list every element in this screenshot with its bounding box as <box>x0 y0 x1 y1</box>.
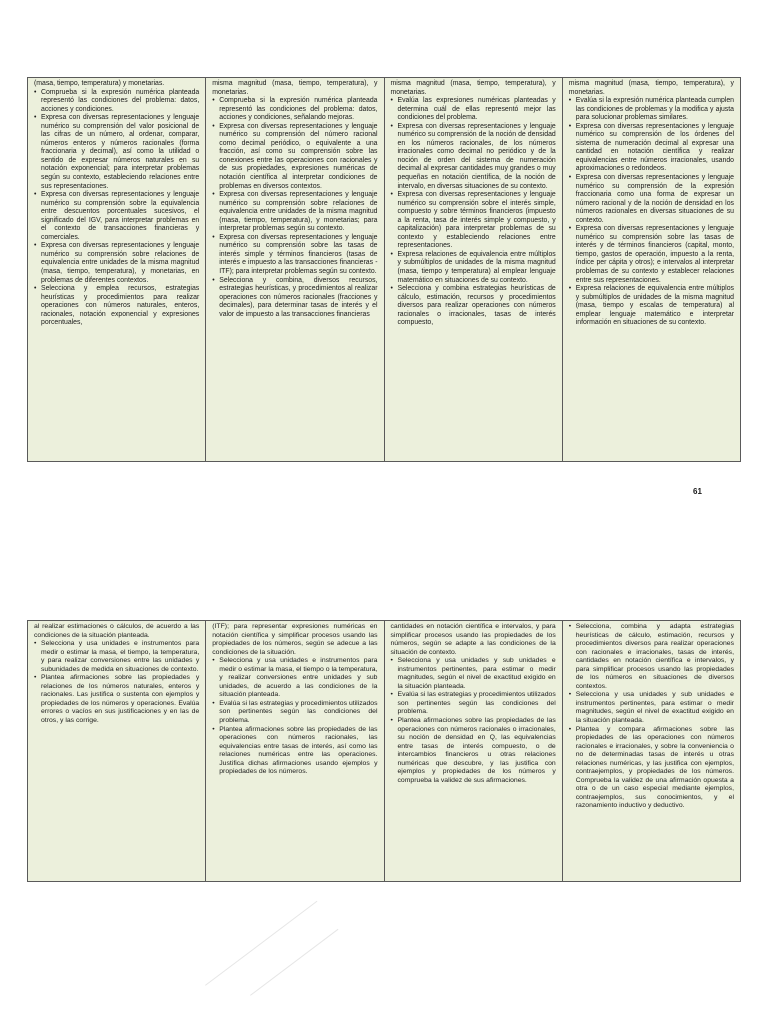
bullet-list <box>569 623 734 811</box>
competency-table-top <box>27 77 741 462</box>
table-cell <box>384 78 562 462</box>
list-item: • Expresa con diversas representaciones y lenguaje numérico su comprensión sobre las tasas de interés y de términos financieros (capital, monto, tiempo, gastos de operación, impuesto a la renta, índice per cápita y otros); e intervalos al interpretar problemas de su contexto y establecer relaciones entre sus representaciones. <box>569 225 734 285</box>
list-item: • Plantea y compara afirmaciones sobre las propiedades de las operaciones con números racionales e irracionales, y sobre la conveniencia o no de determinadas tasas de interés u otras relaciones numéricas, y las justifica con ejemplos, contraejemplos, y propiedades de los números. Comprueba la validez de una afirmación opuesta a otra o de un caso especial mediante ejemplos, contraejemplos, sus conocimientos, y el razonamiento inductivo y deductivo. <box>569 726 734 811</box>
list-item: • Expresa con diversas representaciones y lenguaje numérico su comprensión sobre relaciones de equivalencia entre unidades de la misma magnitud (masa, tiempo, temperatura), y monetarias, en problemas de diferentes contextos. <box>34 242 199 285</box>
list-item: • Selecciona y combina, diversos recursos, estrategias heurísticas, y procedimientos al realizar operaciones con números racionales (fracciones y decimales), para determinar tasas de interés y el valor de impuesto a las transacciones financieras <box>212 277 377 320</box>
list-item: • Selecciona y usa unidades y sub unidades e instrumentos pertinentes, para estimar o medir magnitudes, según el nivel de exactitud exigido en la situación planteada. <box>569 691 734 725</box>
list-item: • Selecciona y usa unidades e instrumentos para medir o estimar la masa, el tiempo o la temperatura, y realizar conversiones entre unidades y sub unidades, de acuerdo a las condiciones de la situación planteada. <box>212 657 377 700</box>
list-item: • Evalúa si las estrategias y procedimientos utilizados son pertinentes según las condiciones del problema. <box>391 691 556 717</box>
bullet-list <box>212 97 377 319</box>
list-item: • Plantea afirmaciones sobre las propiedades de las operaciones con números racionales o irracionales, su noción de densidad en Q, las equivalencias entre tasas de interés compuesto, o de intercambios financieros u otras relaciones numéricas que descubre, y las justifica con ejemplos y propiedades de los números y comprueba la validez de sus afirmaciones. <box>391 717 556 785</box>
list-item: • Expresa con diversas representaciones y lenguaje numérico su comprensión de la expresión fraccionaria como una forma de expresar un número racional y de la noción de densidad en los números racionales en diversas situaciones de su contexto. <box>569 174 734 225</box>
competency-table-bottom <box>27 620 741 882</box>
table-cell <box>206 78 384 462</box>
list-item: • Expresa con diversas representaciones y lenguaje numérico su comprensión sobre relaciones de equivalencia entre unidades de la misma magnitud (masa, tiempo, temperatura), y monetarias; para interpretar problemas según su contexto. <box>212 191 377 234</box>
list-item: • Expresa con diversas representaciones y lenguaje numérico su comprensión sobre la equivalencia entre descuentos porcentuales sucesivos, el significado del IGV, para interpretar problemas en el contexto de transacciones financieras y comerciales. <box>34 191 199 242</box>
table-cell <box>206 621 384 882</box>
table-row <box>28 621 741 882</box>
watermark-stroke <box>250 929 338 996</box>
table-cell <box>28 621 206 882</box>
list-item: • Plantea afirmaciones sobre las propiedades de las operaciones con números racionales, las equivalencias entre tasas de interés, así como las relaciones numéricas entre las operaciones. Justifica dichas afirmaciones usando ejemplos y propiedades de los números. <box>212 726 377 777</box>
list-item: • Expresa con diversas representaciones y lenguaje numérico su comprensión sobre el interés simple, compuesto y sobre términos financieros (impuesto a la renta, tasa de interés simple y compuesto, y capitalización) para interpretar problemas de su contexto y estableciendo relaciones entre representaciones. <box>391 191 556 251</box>
cell-lead-text: misma magnitud (masa, tiempo, temperatura), y monetarias. <box>568 80 734 96</box>
list-item: • Selecciona y emplea recursos, estrategias heurísticas y procedimientos para realizar operaciones con números naturales, enteros, racionales, notación exponencial y expresiones porcentuales, <box>34 285 199 328</box>
table-cell <box>562 621 740 882</box>
list-item: • Evalúa las expresiones numéricas planteadas y determina cuál de ellas representó mejor las condiciones del problema. <box>391 97 556 123</box>
bullet-list <box>391 657 556 785</box>
cell-lead-text: (ITF); para representar expresiones numéricas en notación científica y simplificar procesos usando las propiedades de los números, según se adecue a las condiciones de la situación. <box>212 623 378 656</box>
table-cell <box>384 621 562 882</box>
cell-lead-text: misma magnitud (masa, tiempo, temperatura), y monetarias. <box>390 80 556 96</box>
table-row <box>28 78 741 462</box>
list-item: • Selecciona y combina estrategias heurísticas de cálculo, estimación, recursos y procedimientos diversos para realizar operaciones con números racionales o irracionales, tasas de interés compuesto, <box>391 285 556 328</box>
list-item: • Evalúa si la expresión numérica planteada cumplen las condiciones de problemas y la modifica y ajusta para solucionar problemas similares. <box>569 97 734 123</box>
list-item: • Expresa relaciones de equivalencia entre múltiplos y submúltiplos de unidades de la misma magnitud (masa, tiempo y escalas de temperatura) al emplear lenguaje matemático e interpretar información en situaciones de su contexto. <box>569 285 734 328</box>
list-item: • Selecciona, combina y adapta estrategias heurísticas de cálculo, estimación, recursos y procedimientos diversos para realizar operaciones con racionales e irracionales, tasas de interés, cantidades en notación científica e intervalos, y para simplificar procesos usando las propiedades de los números en situaciones de diversos contextos. <box>569 623 734 691</box>
cell-lead-text: cantidades en notación científica e intervalos, y para simplificar procesos usando las propiedades de los números, según se adapte a las condiciones de la situación de contexto. <box>390 623 556 656</box>
bullet-list <box>391 97 556 328</box>
list-item: • Comprueba si la expresión numérica planteada representó las condiciones del problema: datos, acciones y condiciones. <box>34 89 199 115</box>
list-item: • Selecciona y usa unidades e instrumentos para medir o estimar la masa, el tiempo, la temperatura, y para realizar conversiones entre las unidades y subunidades de medida en situaciones de contexto. <box>34 640 199 674</box>
bullet-list <box>34 640 199 725</box>
list-item: • Comprueba si la expresión numérica planteada representó las condiciones del problema: datos, acciones y condiciones, señalando mejoras. <box>212 97 377 123</box>
page-number: 61 <box>693 487 702 496</box>
table-cell <box>28 78 206 462</box>
list-item: • Expresa con diversas representaciones y lenguaje numérico su comprensión de los órdenes del sistema de numeración decimal al expresar una cantidad en notación científica y realizar equivalencias entre números irracionales, usando aproximaciones o redondeos. <box>569 123 734 174</box>
list-item: • Evalúa si las estrategias y procedimientos utilizados son pertinentes según las condiciones del problema. <box>212 700 377 726</box>
list-item: • Plantea afirmaciones sobre las propiedades y relaciones de los números naturales, enteros y racionales. Las justifica o sustenta con ejemplos y propiedades de los números y operaciones. Evalúa errores o vacíos en sus justificaciones y en las de otros, y las corrige. <box>34 674 199 725</box>
list-item: • Expresa con diversas representaciones y lenguaje numérico su comprensión sobre las tasas de interés simple y términos financieros (tasas de interés e impuesto a las transacciones financieras - ITF); para interpretar problemas según su contexto. <box>212 234 377 277</box>
table-cell <box>562 78 740 462</box>
list-item: • Selecciona y usa unidades y sub unidades e instrumentos pertinentes, para estimar o medir magnitudes, según el nivel de exactitud exigido en la situación planteada. <box>391 657 556 691</box>
list-item: • Expresa con diversas representaciones y lenguaje numérico su comprensión de la noción de densidad en los números racionales, de los números irracionales como decimal no periódico y de la noción de orden del sistema de numeración decimal al expresar cantidades muy grandes o muy pequeñas en notación científica, de la noción de intervalo, en diversas situaciones de su contexto. <box>391 123 556 191</box>
bullet-list <box>569 97 734 328</box>
list-item: • Expresa relaciones de equivalencia entre múltiplos y submúltiplos de unidades de la misma magnitud (masa, tiempo y temperatura) al emplear lenguaje matemático en situaciones de su contexto. <box>391 251 556 285</box>
cell-lead-text: (masa, tiempo, temperatura) y monetarias. <box>34 80 165 87</box>
list-item: • Expresa con diversas representaciones y lenguaje numérico su comprensión del número racional como decimal periódico, o equivalente a una fracción, así como su comprensión sobre las conexiones entre las operaciones con racionales y de sus propiedades, expresiones numéricas de notación científica al interpretar condiciones de problemas en diversos contextos. <box>212 123 377 191</box>
bullet-list <box>212 657 377 777</box>
watermark-stroke <box>205 901 317 986</box>
cell-lead-text: misma magnitud (masa, tiempo, temperatura), y monetarias. <box>212 80 378 96</box>
bullet-list <box>34 89 199 328</box>
cell-lead-text: al realizar estimaciones o cálculos, de acuerdo a las condiciones de la situación planteada. <box>34 623 200 639</box>
list-item: • Expresa con diversas representaciones y lenguaje numérico su comprensión del valor posicional de las cifras de un número, al ordenar, comparar, números enteros y números racionales (forma fraccionaria y decimal), así como la utilidad o sentido de expresar números naturales en su notación exponencial; para interpretar problemas según su contexto, estableciendo relaciones entre sus representaciones. <box>34 114 199 191</box>
